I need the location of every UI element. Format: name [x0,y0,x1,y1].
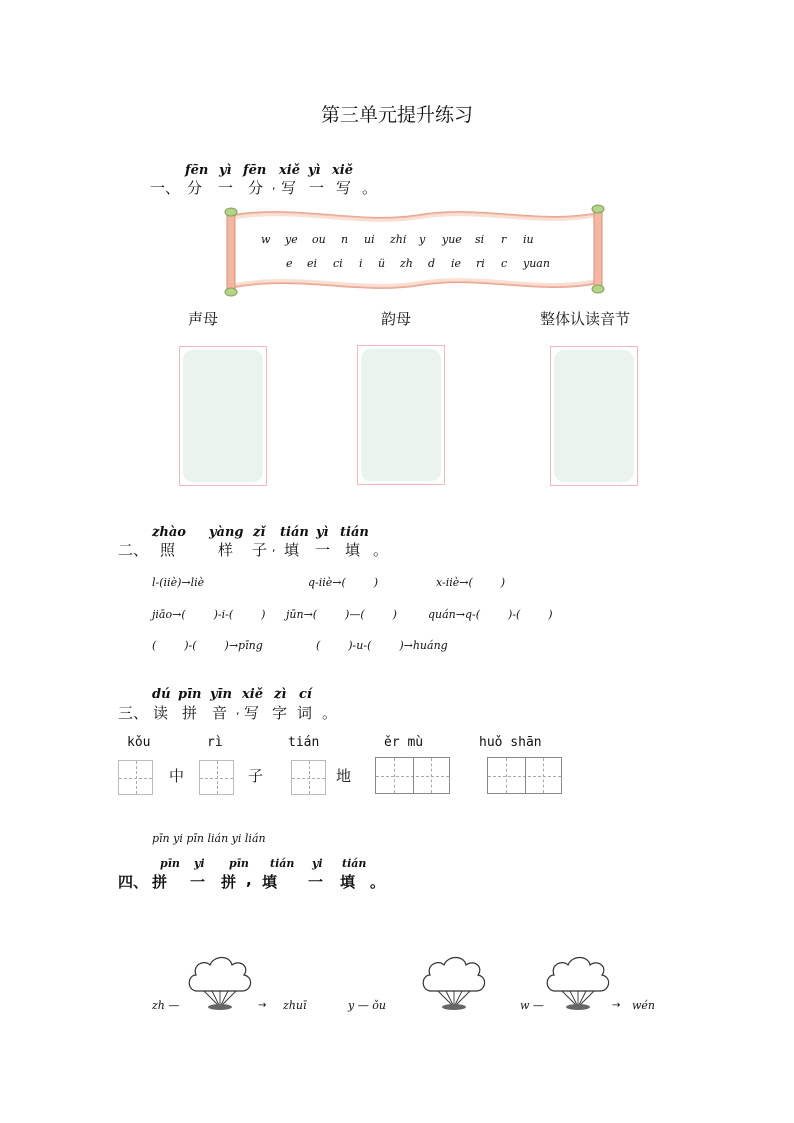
scroll-item: ri [476,257,485,270]
s2-number: 二、 [118,541,149,559]
scroll-item: r [501,233,507,246]
scroll-item: ei [307,257,318,270]
scroll-item: n [341,233,349,246]
s2-row2-item1[interactable]: jiāo→( )-i-( ) [152,608,266,621]
scroll-item: e [286,257,293,270]
s1-char-5: 一 [309,179,325,197]
s4-comma: , [246,871,252,889]
s2-comma: , [272,541,276,554]
scroll-item: zhi [390,233,407,246]
scroll-item: i [359,257,363,270]
s4-char-4: 填 [262,873,278,891]
s2-row2-item2[interactable]: jūn→( )—( ) [286,608,397,621]
s2-char-1: 照 [160,541,176,559]
s3-pinyin-1: dú [152,687,171,702]
s4-item3-right: wén [632,999,656,1012]
s4-char-5: 一 [308,873,324,891]
s4-small-pinyin: pīn yi pīn lián yi lián [152,832,266,845]
s4-char-2: 一 [190,873,206,891]
s2-pinyin-6: tián [340,525,369,540]
scroll-item: iu [523,233,534,246]
s3-item5-pinyin: huǒ shān [479,735,542,750]
scroll-item: ou [312,233,326,246]
s1-pinyin-1: fēn [185,163,209,178]
scroll-item: ie [451,257,462,270]
s2-pinyin-3: zǐ [253,525,266,540]
initials-answer-box[interactable] [179,346,267,486]
category-initials-label: 声母 [188,310,219,328]
s1-pinyin-5: yì [308,163,321,178]
s2-char-3: 子 [252,541,268,559]
s2-row2-item3[interactable]: quán→q-( )-( ) [428,608,553,621]
s3-comma: , [236,704,240,717]
s3-pinyin-2: pīn [178,687,202,702]
s3-item2-char: 子 [248,767,264,785]
s1-comma: , [272,179,276,192]
scroll-item: y [419,233,426,246]
s4-char-6: 填 [340,873,356,891]
s2-row1-item2[interactable]: q-iiè→( ) [308,576,379,589]
s3-pinyin-4: xiě [242,687,263,702]
s3-pinyin-5: zì [274,687,287,702]
s1-char-1: 分 [187,179,203,197]
s1-char-6: 写 [336,179,352,197]
s3-item1-writing-box[interactable] [118,760,153,795]
s2-row1-item1: l-(iiè)→liè [152,576,205,589]
s4-pinyin-6: tián [342,857,367,870]
s2-period: 。 [373,541,389,559]
s2-char-2: 样 [218,541,234,559]
shell-cloud-icon[interactable] [420,955,488,1013]
shell-cloud-icon[interactable] [544,955,612,1013]
s3-char-2: 拼 [182,704,198,722]
s3-pinyin-6: cí [299,687,312,702]
s3-char-3: 音 [212,704,228,722]
s3-char-6: 词 [297,704,313,722]
s3-item4-writing-box[interactable] [375,757,450,794]
arrow-right-icon: → [258,1000,267,1011]
finals-answer-box[interactable] [357,345,445,485]
s1-number: 一、 [150,179,181,197]
s3-number: 三、 [118,704,149,722]
scroll-item: si [475,233,485,246]
s3-item1-pinyin: kǒu [127,735,151,750]
s1-char-3: 分 [248,179,264,197]
s4-item1-right: zhuī [283,999,307,1012]
s1-period: 。 [362,179,378,197]
s3-pinyin-3: yīn [210,687,232,702]
s3-item3-writing-box[interactable] [291,760,326,795]
s4-pinyin-2: yi [194,857,205,870]
s4-char-3: 拼 [221,873,237,891]
s1-pinyin-2: yì [219,163,232,178]
s2-pinyin-4: tián [280,525,309,540]
s4-number: 四、 [118,873,149,891]
scroll-item: c [501,257,508,270]
arrow-right-icon: → [612,1000,621,1011]
s2-row3-item2[interactable]: ( )-u-( )→huáng [316,639,448,652]
s2-char-6: 填 [345,541,361,559]
scroll-item: yuan [523,257,550,270]
s1-pinyin-3: fēn [243,163,267,178]
s4-item3-left: w — [520,999,544,1012]
scroll-item: ü [378,257,386,270]
s1-char-2: 一 [218,179,234,197]
s2-pinyin-2: yàng [209,525,244,540]
s3-item1-char: 中 [169,767,185,785]
s4-item1-left: zh — [152,999,180,1012]
category-finals-label: 韵母 [381,310,412,328]
s3-period: 。 [322,704,338,722]
s3-char-5: 字 [272,704,288,722]
s3-item5-writing-box[interactable] [487,757,562,794]
s2-row3-item1[interactable]: ( )-( )→pīng [152,639,263,652]
s2-char-5: 一 [315,541,331,559]
s2-pinyin-1: zhào [152,525,186,540]
s1-pinyin-6: xiě [332,163,353,178]
s4-pinyin-1: pīn [160,857,180,870]
scroll-item: w [261,233,271,246]
s3-item4-pinyin: ěr mù [384,735,424,750]
scroll-item: ci [333,257,343,270]
s4-char-1: 拼 [152,873,168,891]
s3-item3-char: 地 [336,767,352,785]
s3-char-1: 读 [153,704,169,722]
category-syllables-label: 整体认读音节 [540,310,631,328]
scroll-item: ui [364,233,375,246]
scroll-item: d [428,257,436,270]
scroll-banner [220,203,612,299]
s3-item3-pinyin: tián [288,735,320,750]
syllables-answer-box[interactable] [550,346,638,486]
s4-pinyin-4: tián [270,857,295,870]
shell-cloud-icon[interactable] [186,955,254,1013]
s1-pinyin-4: xiě [279,163,300,178]
s3-item2-writing-box[interactable] [199,760,234,795]
scroll-item: zh [400,257,413,270]
s3-char-4: 写 [244,704,260,722]
s2-char-4: 填 [284,541,300,559]
scroll-item: yue [442,233,462,246]
s2-pinyin-5: yì [316,525,329,540]
s3-item2-pinyin: rì [207,735,223,750]
scroll-item: ye [285,233,298,246]
s4-period: 。 [370,873,386,891]
s4-pinyin-3: pīn [229,857,249,870]
s4-item2-left: y — ǒu [348,999,386,1012]
page-title: 第三单元提升练习 [320,104,473,126]
s4-pinyin-5: yi [312,857,323,870]
s1-char-4: 写 [281,179,297,197]
s2-row1-item3[interactable]: x-iiè→( ) [436,576,506,589]
